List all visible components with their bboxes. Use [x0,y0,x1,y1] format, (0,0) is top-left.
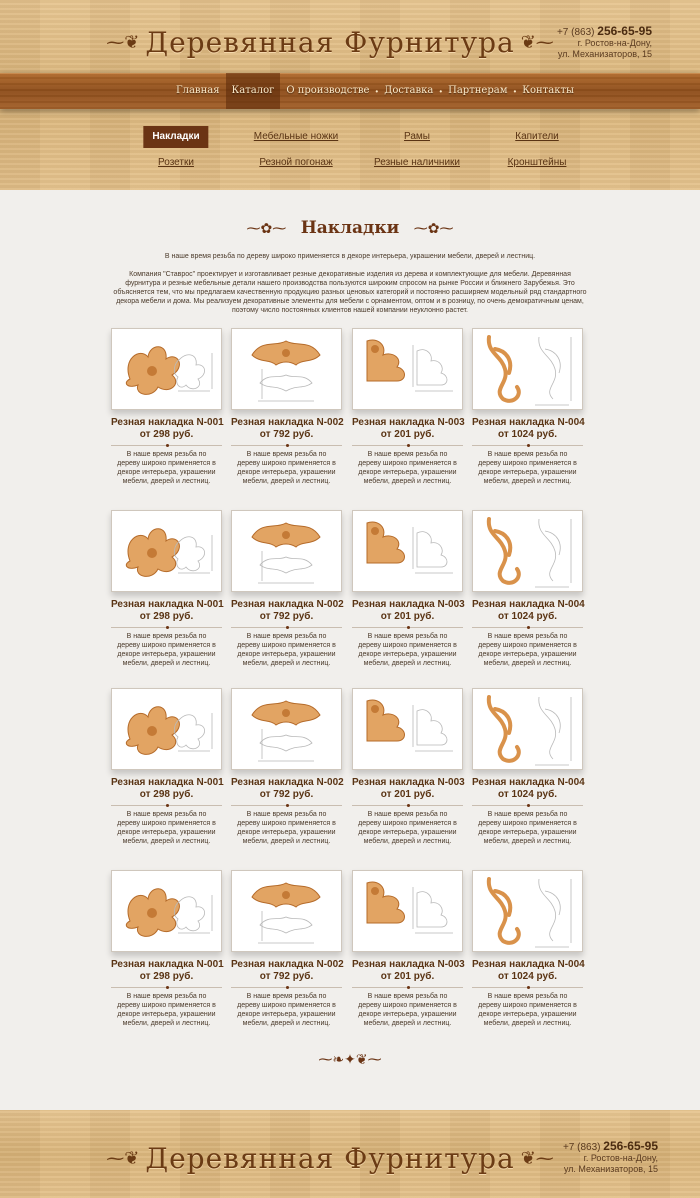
flourish-right-icon: ❦⁓ [520,1147,554,1169]
product-description: В наше время резьба по дереву широко применяется в декоре интерьера, украшении мебели, дверей и лестниц. [117,993,216,1027]
shell-carving-icon [232,756,341,770]
product-image[interactable] [231,328,342,410]
product-name[interactable]: Резная накладка N-002 [231,599,344,610]
product-price: от 201 руб. [380,971,435,982]
product-image[interactable] [472,328,583,410]
product-image[interactable] [472,870,583,952]
title-flourish-left-icon: ⁓✿⁓ [246,221,287,237]
product-price: от 792 руб. [259,971,314,982]
nav-separator: • [513,86,517,96]
product-image[interactable] [352,870,463,952]
card-divider [472,805,583,806]
subnav-item-capitals[interactable]: Капители [515,131,559,142]
intro-paragraph-2: Компания "Ставрос" проектирует и изготавливает резные декоративные изделия из дерева и комплектующие для мебели. Деревянная фурнитура и резные мебельные детали нашего производства пользуются широким спросом на рынке России и ближнего Зарубежья. Это объясняется тем, что мы предлагаем качественную продукцию разных ценовых категорий и постоянно расширяем модельный ряд стандартного декора мебели и дома. Мы реализуем декоративные элементы для мебели с орнаментом, оптом и в розницу, по очень демократичным ценам, поэтому число постоянных клиентов нашей компании неуклонно растет. [113,271,587,314]
phone-number: 256-65-95 [597,24,652,38]
product-card[interactable] [111,510,222,668]
product-name[interactable]: Резная накладка N-001 [111,777,224,788]
product-description: В наше время резьба по дереву широко применяется в декоре интерьера, украшении мебели, дверей и лестниц. [358,633,457,667]
card-divider [352,627,463,628]
product-price: от 298 руб. [139,971,194,982]
product-card[interactable] [352,328,463,486]
card-divider [231,987,342,988]
leaf-carving-icon [112,396,221,410]
product-description: В наше время резьба по дереву широко применяется в декоре интерьера, украшении мебели, дверей и лестниц. [237,993,336,1027]
nav-item-home[interactable]: Главная [176,85,220,96]
nav-item-production[interactable]: О производстве [286,85,370,96]
footer-city: г. Ростов-на-Дону, [583,1153,658,1163]
product-price: от 1024 руб. [497,789,558,800]
product-description: В наше время резьба по дереву широко применяется в декоре интерьера, украшении мебели, дверей и лестниц. [117,633,216,667]
card-divider [472,627,583,628]
product-card[interactable] [111,328,222,486]
product-card[interactable] [111,688,222,846]
product-price: от 201 руб. [380,429,435,440]
product-card[interactable] [472,870,583,1028]
product-price: от 298 руб. [139,789,194,800]
card-divider [352,445,463,446]
product-description: В наше время резьба по дереву широко применяется в декоре интерьера, украшении мебели, дверей и лестниц. [237,811,336,845]
flourish-left-icon: ⁓❦ [106,1147,140,1169]
product-price: от 792 руб. [259,429,314,440]
card-divider [472,987,583,988]
product-card[interactable] [231,870,342,1028]
product-name[interactable]: Резная накладка N-004 [472,417,585,428]
product-image[interactable] [231,510,342,592]
header-street: ул. Механизаторов, 15 [557,49,652,59]
product-description: В наше время резьба по дереву широко применяется в декоре интерьера, украшении мебели, дверей и лестниц. [358,811,457,845]
footer-logo[interactable] [106,1138,554,1178]
subnav-item-brackets[interactable]: Кронштейны [507,157,567,168]
page-title-text: Накладки [300,218,400,238]
product-price: от 201 руб. [380,789,435,800]
product-card[interactable] [231,688,342,846]
product-name[interactable]: Резная накладка N-003 [352,959,465,970]
product-card[interactable] [352,510,463,668]
product-card[interactable] [352,688,463,846]
scroll-carving-icon [473,756,582,770]
flourish-left-icon: ⁓❦ [106,31,140,53]
corner-carving-icon [353,756,462,770]
site-logo[interactable] [106,22,554,62]
main-navbar [0,73,700,109]
product-price: от 792 руб. [259,611,314,622]
leaf-carving-icon [112,578,221,592]
scroll-carving-icon [473,578,582,592]
nav-separator: • [375,86,379,96]
product-price: от 792 руб. [259,789,314,800]
nav-item-catalog[interactable]: Каталог [226,73,281,109]
shell-carving-icon [232,396,341,410]
product-description: В наше время резьба по дереву широко применяется в декоре интерьера, украшении мебели, дверей и лестниц. [117,811,216,845]
product-name[interactable]: Резная накладка N-001 [111,959,224,970]
product-name[interactable]: Резная накладка N-002 [231,417,344,428]
product-name[interactable]: Резная накладка N-003 [352,777,465,788]
product-name[interactable]: Резная накладка N-001 [111,599,224,610]
product-name[interactable]: Резная накладка N-002 [231,777,344,788]
footer-contacts [563,1141,658,1175]
subnav-row [0,126,700,146]
footer-logo-text: Деревянная Фурнитура [145,1141,515,1175]
product-card[interactable] [231,328,342,486]
product-image[interactable] [111,688,222,770]
header-contacts [557,26,652,60]
product-image[interactable] [352,328,463,410]
product-description: В наше время резьба по дереву широко применяется в декоре интерьера, украшении мебели, дверей и лестниц. [478,993,577,1027]
product-description: В наше время резьба по дереву широко применяется в декоре интерьера, украшении мебели, дверей и лестниц. [478,633,577,667]
phone-number: 256-65-95 [603,1139,658,1153]
product-description: В наше время резьба по дереву широко применяется в декоре интерьера, украшении мебели, дверей и лестниц. [358,451,457,485]
phone-prefix: +7 (863) [562,1142,601,1153]
card-divider [111,805,222,806]
product-image[interactable] [231,870,342,952]
bottom-ornament-icon: ⁓❧✦❦⁓ [318,1052,382,1068]
footer-phone[interactable] [563,1141,658,1153]
shell-carving-icon [232,578,341,592]
product-name[interactable]: Резная накладка N-004 [472,599,585,610]
logo-text: Деревянная Фурнитура [145,25,515,59]
product-name[interactable]: Резная накладка N-003 [352,599,465,610]
nav-item-partners[interactable]: Партнерам [448,85,508,96]
product-name[interactable]: Резная накладка N-003 [352,417,465,428]
card-divider [231,805,342,806]
product-card[interactable] [231,510,342,668]
subnav-item-overlays[interactable]: Накладки [143,126,208,148]
product-name[interactable]: Резная накладка N-001 [111,417,224,428]
header-city: г. Ростов-на-Дону, [577,38,652,48]
product-price: от 201 руб. [380,611,435,622]
product-card[interactable] [472,688,583,846]
product-description: В наше время резьба по дереву широко применяется в декоре интерьера, украшении мебели, дверей и лестниц. [478,451,577,485]
card-divider [231,445,342,446]
product-card[interactable] [111,870,222,1028]
card-divider [472,445,583,446]
corner-carving-icon [353,578,462,592]
product-price: от 1024 руб. [497,429,558,440]
card-divider [111,445,222,446]
header-phone[interactable] [557,26,652,38]
flourish-right-icon: ❦⁓ [520,31,554,53]
footer-street: ул. Механизаторов, 15 [563,1164,658,1174]
scroll-carving-icon [473,396,582,410]
product-price: от 298 руб. [139,611,194,622]
product-card[interactable] [472,510,583,668]
product-image[interactable] [111,510,222,592]
product-description: В наше время резьба по дереву широко применяется в декоре интерьера, украшении мебели, дверей и лестниц. [358,993,457,1027]
product-image[interactable] [111,328,222,410]
nav-separator: • [439,86,443,96]
product-image[interactable] [472,510,583,592]
product-card[interactable] [472,328,583,486]
product-name[interactable]: Резная накладка N-004 [472,777,585,788]
product-image[interactable] [352,510,463,592]
product-price: от 1024 руб. [497,971,558,982]
site-footer [0,1110,700,1198]
product-price: от 1024 руб. [497,611,558,622]
product-image[interactable] [472,688,583,770]
card-divider [111,987,222,988]
product-image[interactable] [352,688,463,770]
product-description: В наше время резьба по дереву широко применяется в декоре интерьера, украшении мебели, дверей и лестниц. [237,451,336,485]
nav-item-delivery[interactable]: Доставка [384,85,434,96]
leaf-carving-icon [112,938,221,952]
product-card[interactable] [352,870,463,1028]
product-description: В наше время резьба по дереву широко применяется в декоре интерьера, украшении мебели, дверей и лестниц. [237,633,336,667]
subnav-item-rosettes[interactable]: Розетки [158,157,194,168]
nav-item-contacts[interactable]: Контакты [522,85,574,96]
shell-carving-icon [232,938,341,952]
intro-paragraph-1: В наше время резьба по дереву широко применяется в декоре интерьера, украшении мебели, дверей и лестниц. [164,253,536,260]
card-divider [352,805,463,806]
product-name[interactable]: Резная накладка N-002 [231,959,344,970]
card-divider [231,627,342,628]
subnav-item-frames[interactable]: Рамы [404,131,430,142]
product-image[interactable] [111,870,222,952]
product-description: В наше время резьба по дереву широко применяется в декоре интерьера, украшении мебели, дверей и лестниц. [478,811,577,845]
corner-carving-icon [353,396,462,410]
product-price: от 298 руб. [139,429,194,440]
card-divider [352,987,463,988]
phone-prefix: +7 (863) [556,27,595,38]
product-description: В наше время резьба по дереву широко применяется в декоре интерьера, украшении мебели, дверей и лестниц. [117,451,216,485]
subnav-item-furniture-legs[interactable]: Мебельные ножки [253,131,339,142]
scroll-carving-icon [473,938,582,952]
product-image[interactable] [231,688,342,770]
subnav-row [0,152,700,172]
main-content [0,190,700,1110]
subnav-item-carved-architraves[interactable]: Резные наличники [374,157,460,168]
leaf-carving-icon [112,756,221,770]
site-header [0,0,700,190]
main-nav [170,73,580,109]
subnav-item-carved-moldings[interactable]: Резной погонаж [259,157,333,168]
product-name[interactable]: Резная накладка N-004 [472,959,585,970]
page-title [0,218,700,238]
title-flourish-right-icon: ⁓✿⁓ [413,221,454,237]
corner-carving-icon [353,938,462,952]
card-divider [111,627,222,628]
